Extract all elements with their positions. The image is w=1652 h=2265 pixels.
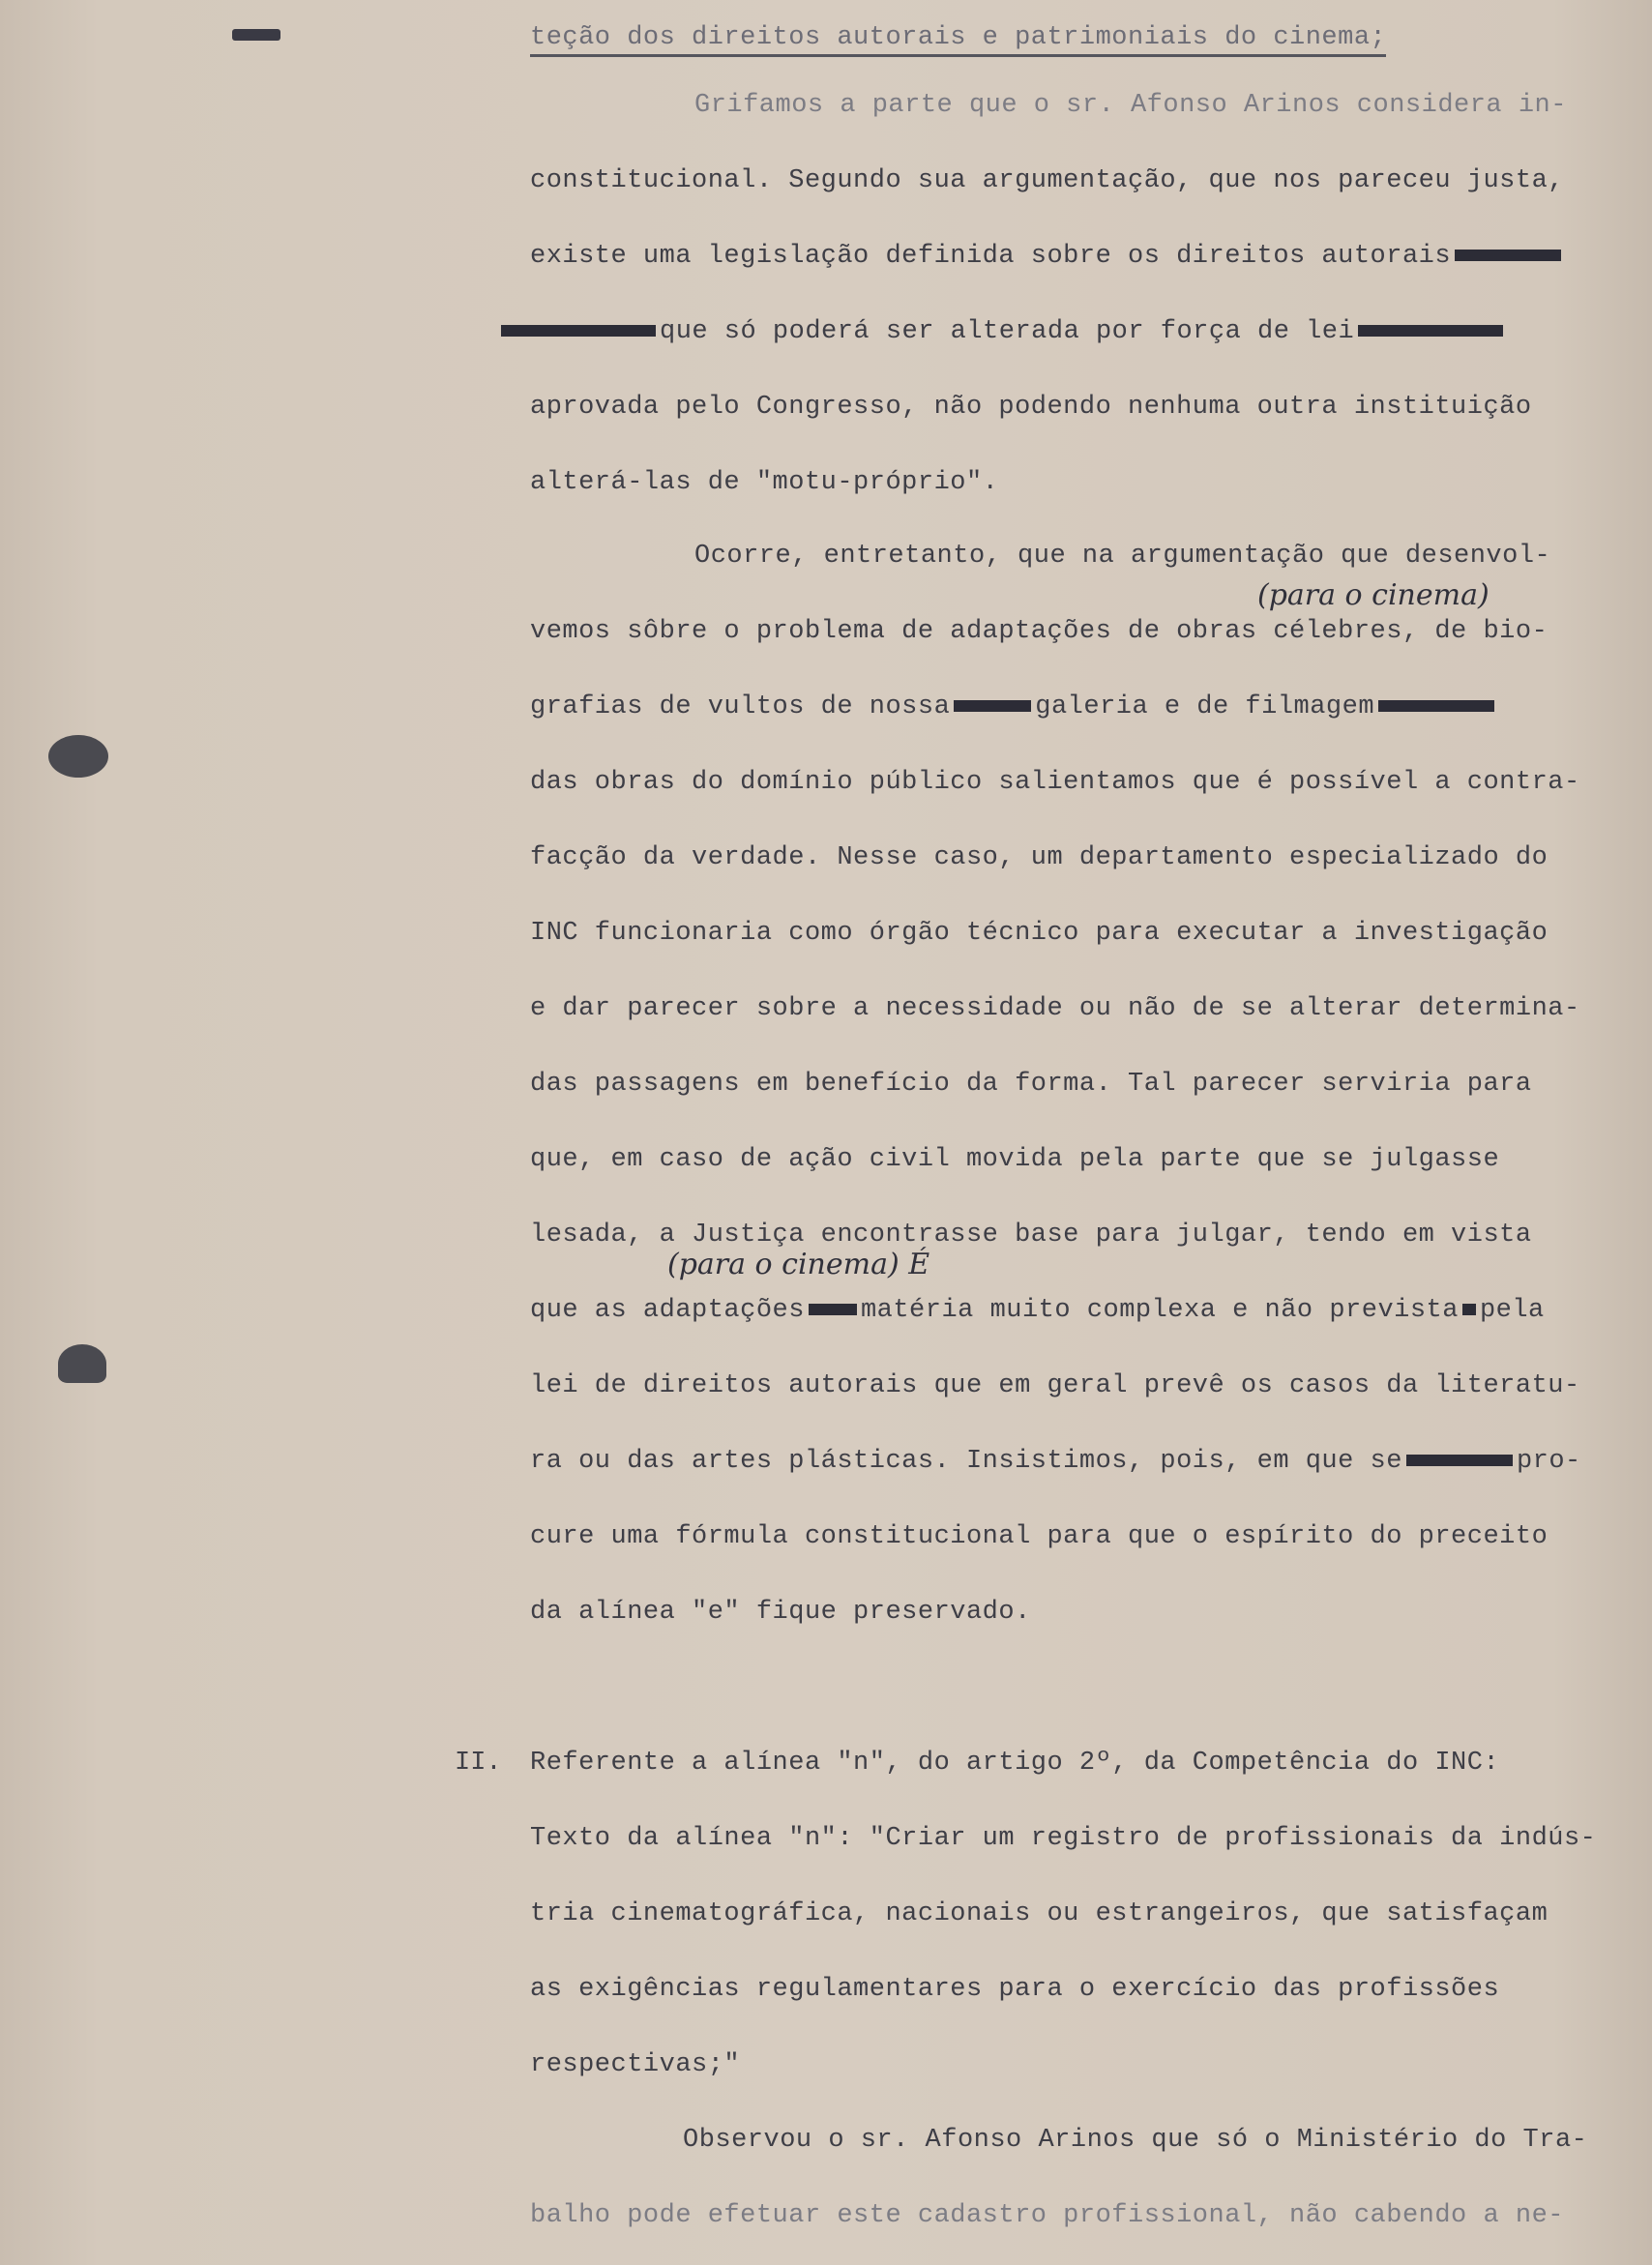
- p3-line-2: balho pode efetuar este cadastro profissional, não cabendo a ne-: [530, 2201, 1564, 2230]
- s2-line-2: Texto da alínea "n": "Criar um registro de profissionais da indús-: [530, 1824, 1597, 1853]
- p1-line-4: [530, 317, 1507, 346]
- p2-line-11c: pela: [1479, 1296, 1545, 1325]
- p2-line-4: das obras do domínio público salientamos que é possível a contra-: [530, 768, 1580, 797]
- p2-line-13b: pro-: [1516, 1447, 1581, 1476]
- p2-line-12: lei de direitos autorais que em geral prevê os casos da literatu-: [530, 1371, 1580, 1400]
- p2-line-5: facção da verdade. Nesse caso, um departamento especializado do: [530, 843, 1549, 872]
- p1-line-2: constitucional. Segundo sua argumentação, que nos pareceu justa,: [530, 166, 1564, 195]
- redaction: [1455, 250, 1561, 261]
- redaction: [501, 325, 656, 337]
- p1-line-3: [530, 242, 1565, 271]
- p2-line-7: e dar parecer sobre a necessidade ou não de se alterar determina-: [530, 994, 1580, 1023]
- p2-line-13: [530, 1447, 1581, 1476]
- p2-line-3a: grafias de vultos de nossa: [530, 692, 951, 721]
- p1-line-1: Grifamos a parte que o sr. Afonso Arinos considera in-: [694, 91, 1567, 120]
- p2-line-8: das passagens em benefício da forma. Tal parecer serviria para: [530, 1070, 1532, 1099]
- p2-line-10: lesada, a Justiça encontrasse base para julgar, tendo em vista: [530, 1221, 1532, 1250]
- punch-hole-top: [48, 735, 108, 778]
- corner-mark: [232, 29, 280, 41]
- p3-line-1: Observou o sr. Afonso Arinos que só o Ministério do Tra-: [683, 2126, 1588, 2155]
- p2-line-14: cure uma fórmula constitucional para que o espírito do preceito: [530, 1522, 1549, 1551]
- redaction: [954, 700, 1031, 712]
- s2-line-4: as exigências regulamentares para o exercício das profissões: [530, 1975, 1500, 2004]
- p2-line-3b: galeria e de filmagem: [1035, 692, 1375, 721]
- redaction: [1358, 325, 1503, 337]
- redaction: [1378, 700, 1494, 712]
- p2-line-13a: ra ou das artes plásticas. Insistimos, pois, em que se: [530, 1447, 1402, 1476]
- s2-line-3: tria cinematográfica, nacionais ou estrangeiros, que satisfaçam: [530, 1899, 1549, 1928]
- p1-line-5: aprovada pelo Congresso, não podendo nenhuma outra instituição: [530, 393, 1532, 422]
- p2-line-11: [530, 1296, 1545, 1325]
- p2-line-2: vemos sôbre o problema de adaptações de obras célebres, de bio-: [530, 617, 1549, 646]
- p2-line-1: Ocorre, entretanto, que na argumentação que desenvol-: [694, 542, 1551, 571]
- punch-hole-bottom: [58, 1344, 106, 1383]
- p2-line-3: [530, 692, 1498, 721]
- p2-line-9: que, em caso de ação civil movida pela parte que se julgasse: [530, 1145, 1500, 1174]
- s2-line-1: Referente a alínea "n", do artigo 2º, da Competência do INC:: [530, 1749, 1500, 1778]
- section-ii-numeral: II.: [455, 1749, 502, 1778]
- redaction: [1462, 1304, 1476, 1315]
- redaction: [1406, 1455, 1513, 1466]
- p2-line-11b: matéria muito complexa e não prevista: [860, 1296, 1459, 1325]
- handwritten-annotation-1: (para o cinema): [1257, 578, 1490, 612]
- p1-line-6: alterá-las de "motu-próprio".: [530, 468, 999, 497]
- p2-line-11a: que as adaptações: [530, 1296, 805, 1325]
- top-line: teção dos direitos autorais e patrimoniais do cinema;: [530, 23, 1386, 57]
- redaction: [809, 1304, 857, 1315]
- p1-line-3-text: existe uma legislação definida sobre os direitos autorais: [530, 242, 1452, 271]
- s2-line-5: respectivas;": [530, 2050, 741, 2079]
- p2-line-6: INC funcionaria como órgão técnico para executar a investigação: [530, 919, 1549, 948]
- p2-line-15: da alínea "e" fique preservado.: [530, 1598, 1031, 1627]
- p1-line-4-text: que só poderá ser alterada por força de lei: [660, 317, 1355, 346]
- handwritten-annotation-2: (para o cinema) É: [667, 1248, 930, 1281]
